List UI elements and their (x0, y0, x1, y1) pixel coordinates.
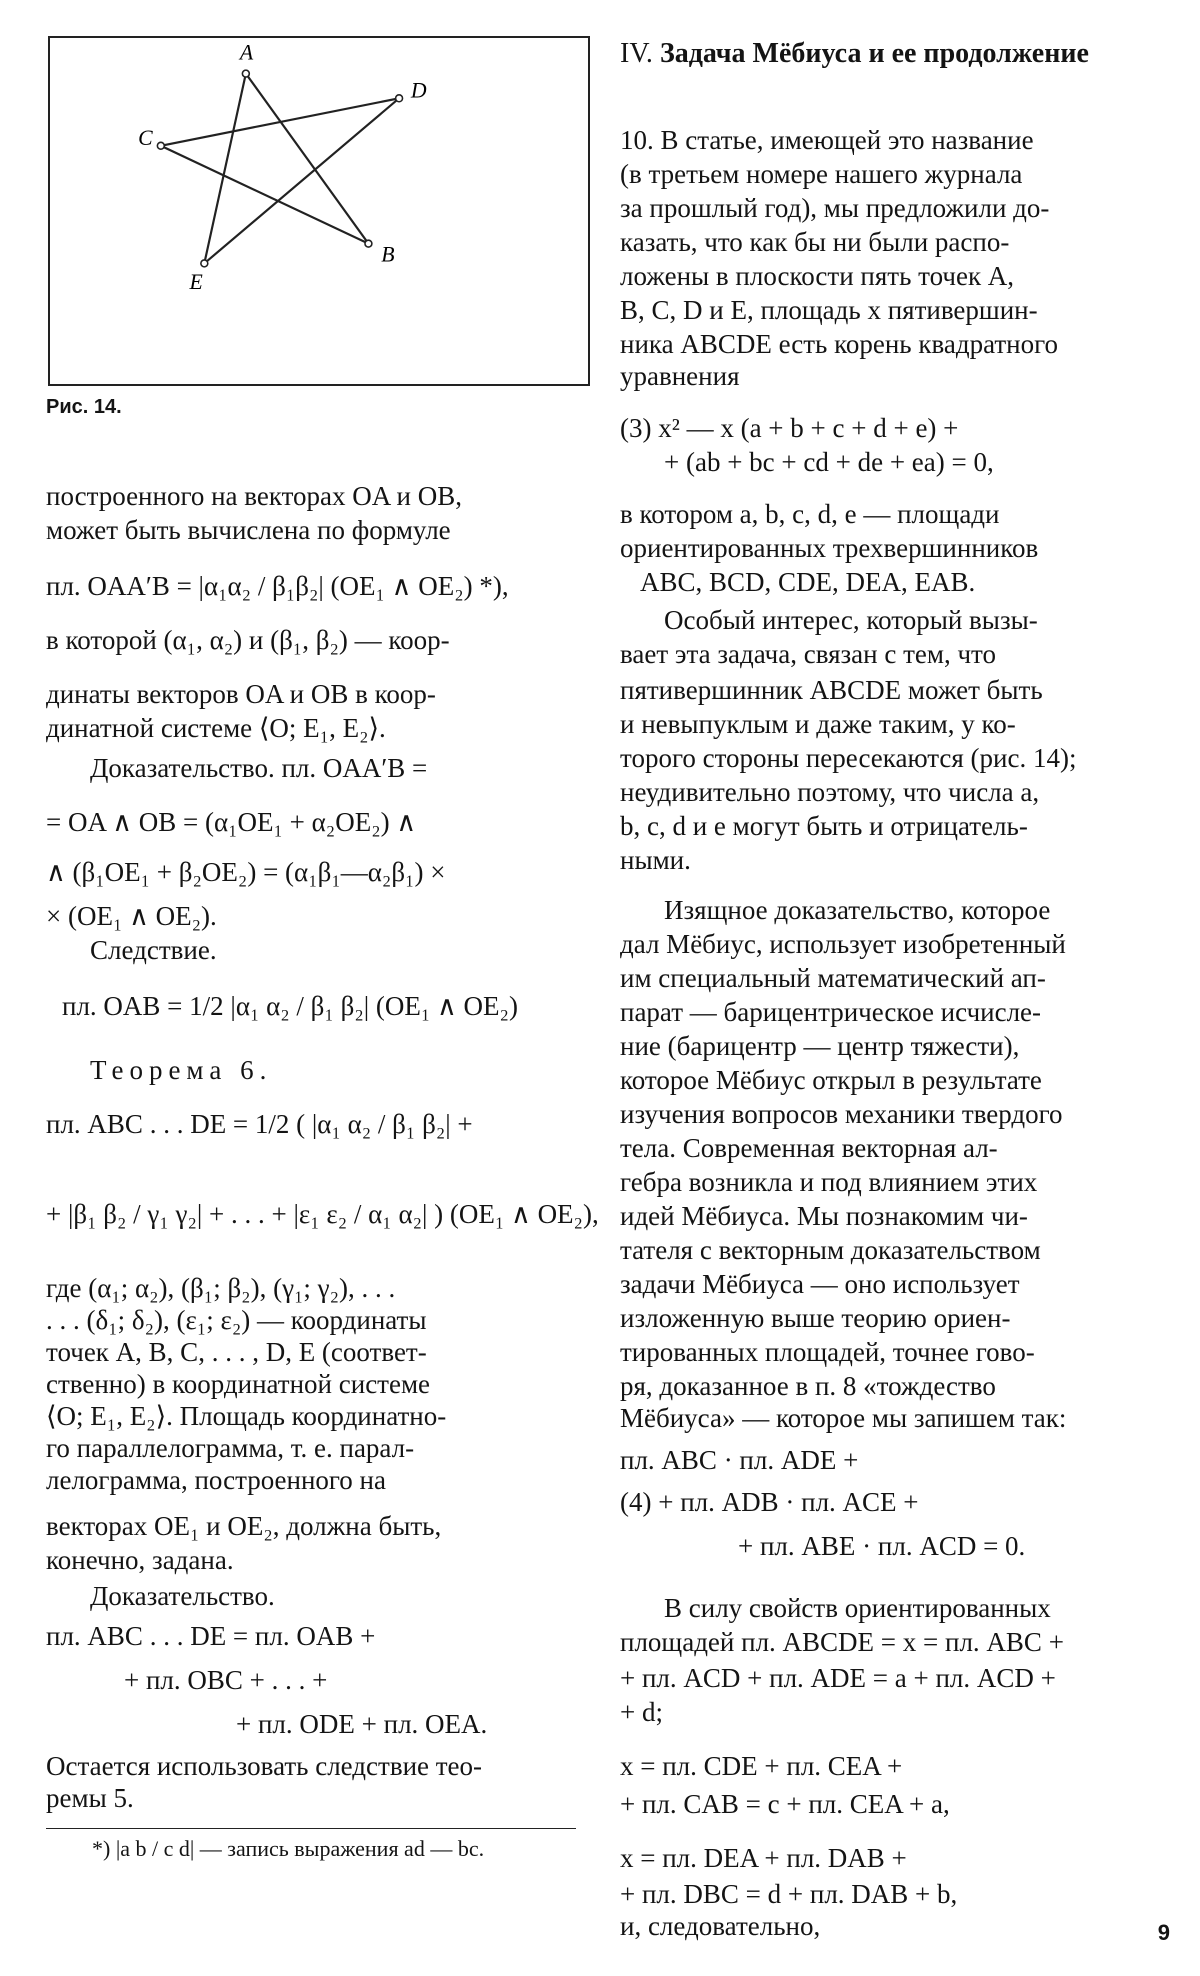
figure-14 (48, 36, 590, 386)
right-line: вает эта задача, связан с тем, что (620, 639, 996, 669)
footnote-divider (46, 1828, 576, 1829)
right-line: задачи Мёбиуса — оно использует (620, 1269, 1020, 1299)
label-c: C (138, 125, 153, 150)
left-line: пл. ABC . . . DE = пл. OAB + (46, 1621, 376, 1651)
right-line: b, c, d и e могут быть и отрицатель- (620, 811, 1028, 841)
right-line: (в третьем номере нашего журнала (620, 159, 1023, 189)
left-line: Доказательство. (90, 1581, 275, 1611)
right-line: B, C, D и E, площадь x пятивершин- (620, 295, 1038, 325)
right-line: Изящное доказательство, которое (664, 895, 1051, 925)
left-line: = OA ∧ OB = (α₁OE₁ + α₂OE₂) ∧ (46, 807, 417, 837)
right-line: гебра возникла и под влиянием этих (620, 1167, 1038, 1197)
right-line: + пл. CAB = c + пл. CEA + a, (620, 1789, 950, 1819)
right-line: дал Мёбиус, использует изобретенный (620, 929, 1066, 959)
left-line: где (α₁; α₂), (β₁; β₂), (γ₁; γ₂), . . . (46, 1273, 396, 1303)
left-line: пл. OAA′B = |α₁α₂ / β₁β₂| (OE₁ ∧ OE₂) *), (46, 571, 509, 601)
right-line: + пл. DBC = d + пл. DAB + b, (620, 1879, 958, 1909)
section-title (620, 38, 1089, 70)
left-line: Доказательство. пл. OAA′B = (90, 753, 428, 783)
left-line: конечно, задана. (46, 1545, 234, 1575)
right-line: в котором a, b, c, d, e — площади (620, 499, 1000, 529)
right-line: изучения вопросов механики твердого (620, 1099, 1063, 1129)
right-line: x = пл. DEA + пл. DAB + (620, 1843, 907, 1873)
right-line: + пл. ACD + пл. ADE = a + пл. ACD + (620, 1663, 1056, 1693)
left-line: лелограмма, построенного на (46, 1465, 386, 1495)
right-line: Мёбиуса» — которое мы запишем так: (620, 1403, 1067, 1433)
right-line: ориентированных трехвершинников (620, 533, 1039, 563)
star-edges (161, 74, 399, 267)
right-line: тела. Современная векторная ал- (620, 1133, 998, 1163)
right-line: (3) x² — x (a + b + c + d + e) + (620, 413, 959, 443)
label-a: A (239, 40, 254, 65)
left-line: го параллелограмма, т. е. парал- (46, 1433, 415, 1463)
right-line: им специальный математический ап- (620, 963, 1046, 993)
left-line: пл. ABC . . . DE = 1/2 ( |α₁ α₂ / β₁ β₂| + (46, 1109, 473, 1139)
right-line: + d; (620, 1697, 663, 1727)
section-heading: Задача Мёбиуса и ее продолжение (659, 38, 1089, 69)
point-b-dot (365, 240, 372, 247)
right-line: за прошлый год), мы предложили до- (620, 193, 1050, 223)
left-line: ∧ (β₁OE₁ + β₂OE₂) = (α₁β₁—α₂β₁) × (46, 857, 446, 887)
left-line: динаты векторов OA и OB в коор- (46, 679, 436, 709)
left-line: + пл. OBC + . . . + (124, 1665, 328, 1695)
pentagram-diagram (50, 38, 588, 384)
left-line: Следствие. (90, 935, 217, 965)
left-line: + |β₁ β₂ / γ₁ γ₂| + . . . + |ε₁ ε₂ / α₁ α₂| ) (OE₁ ∧ OE₂), (46, 1199, 599, 1229)
right-line: тателя с векторным доказательством (620, 1235, 1041, 1265)
left-line: пл. OAB = 1/2 |α₁ α₂ / β₁ β₂| (OE₁ ∧ OE₂) (62, 991, 518, 1021)
left-line: ⟨O; E₁, E₂⟩. Площадь координатно- (46, 1401, 447, 1431)
right-line: неудивительно поэтому, что числа a, (620, 777, 1040, 807)
figure-caption: Рис. 14. (46, 396, 122, 418)
section-number: IV. (620, 38, 653, 69)
left-line: + пл. ODE + пл. OEA. (236, 1709, 488, 1739)
point-d-dot (396, 95, 403, 102)
left-line: Теорема 6. (90, 1055, 273, 1085)
footnote: *) |a b / c d| — запись выражения ad — bc. (92, 1836, 485, 1861)
right-line: тированных площадей, точнее гово- (620, 1337, 1035, 1367)
left-line: векторах OE₁ и OE₂, должна быть, (46, 1511, 442, 1541)
left-line: динатной системе ⟨O; E₁, E₂⟩. (46, 713, 386, 743)
point-c-dot (157, 142, 164, 149)
label-d: D (410, 78, 427, 103)
right-line: Особый интерес, который вызы- (664, 605, 1038, 635)
left-line: в которой (α₁, α₂) и (β₁, β₂) — коор- (46, 625, 450, 655)
right-line: (4) + пл. ADB · пл. ACE + (620, 1487, 919, 1517)
right-line: казать, что как бы ни были распо- (620, 227, 1010, 257)
right-line: и невыпуклым и даже таким, у ко- (620, 709, 1016, 739)
label-b: B (381, 242, 395, 267)
right-line: площадей пл. ABCDE = x = пл. ABC + (620, 1627, 1064, 1657)
right-line: ABC, BCD, CDE, DEA, EAB. (640, 567, 976, 597)
right-line: уравнения (620, 361, 740, 391)
point-e-dot (201, 260, 208, 267)
left-line: построенного на векторах OA и OB, (46, 481, 463, 511)
right-line: пятивершинник ABCDE может быть (620, 675, 1043, 705)
left-line: точек A, B, C, . . . , D, E (соответ- (46, 1337, 427, 1367)
right-line: ря, доказанное в п. 8 «тождество (620, 1371, 996, 1401)
right-line: x = пл. CDE + пл. CEA + (620, 1751, 903, 1781)
right-line: ника ABCDE есть корень квадратного (620, 329, 1059, 359)
right-line: парат — барицентрическое исчисле- (620, 997, 1042, 1027)
left-line: может быть вычислена по формуле (46, 515, 451, 545)
point-a-dot (242, 70, 249, 77)
right-line: изложенную выше теорию ориен- (620, 1303, 1011, 1333)
left-line: ремы 5. (46, 1783, 134, 1813)
right-line: пл. ABC · пл. ADE + (620, 1445, 859, 1475)
page-number: 9 (1157, 1920, 1170, 1945)
label-e: E (189, 270, 203, 295)
left-line: × (OE₁ ∧ OE₂). (46, 901, 217, 931)
right-line: ными. (620, 845, 691, 875)
left-line: ственно) в координатной системе (46, 1369, 431, 1399)
right-line: и, следовательно, (620, 1911, 821, 1941)
right-line: торого стороны пересекаются (рис. 14); (620, 743, 1077, 773)
right-line: 10. В статье, имеющей это название (620, 125, 1034, 155)
right-line: ложены в плоскости пять точек A, (620, 261, 1015, 291)
right-line: В силу свойств ориентированных (664, 1593, 1051, 1623)
left-line: . . . (δ₁; δ₂), (ε₁; ε₂) — координаты (46, 1305, 427, 1335)
right-line: ние (барицентр — центр тяжести), (620, 1031, 1020, 1061)
right-line: + (ab + bc + cd + de + ea) = 0, (664, 447, 994, 477)
right-line: которое Мёбиус открыл в результате (620, 1065, 1042, 1095)
right-line: идей Мёбиуса. Мы познакомим чи- (620, 1201, 1028, 1231)
right-line: + пл. ABE · пл. ACD = 0. (738, 1531, 1026, 1561)
left-line: Остается использовать следствие тео- (46, 1751, 483, 1781)
